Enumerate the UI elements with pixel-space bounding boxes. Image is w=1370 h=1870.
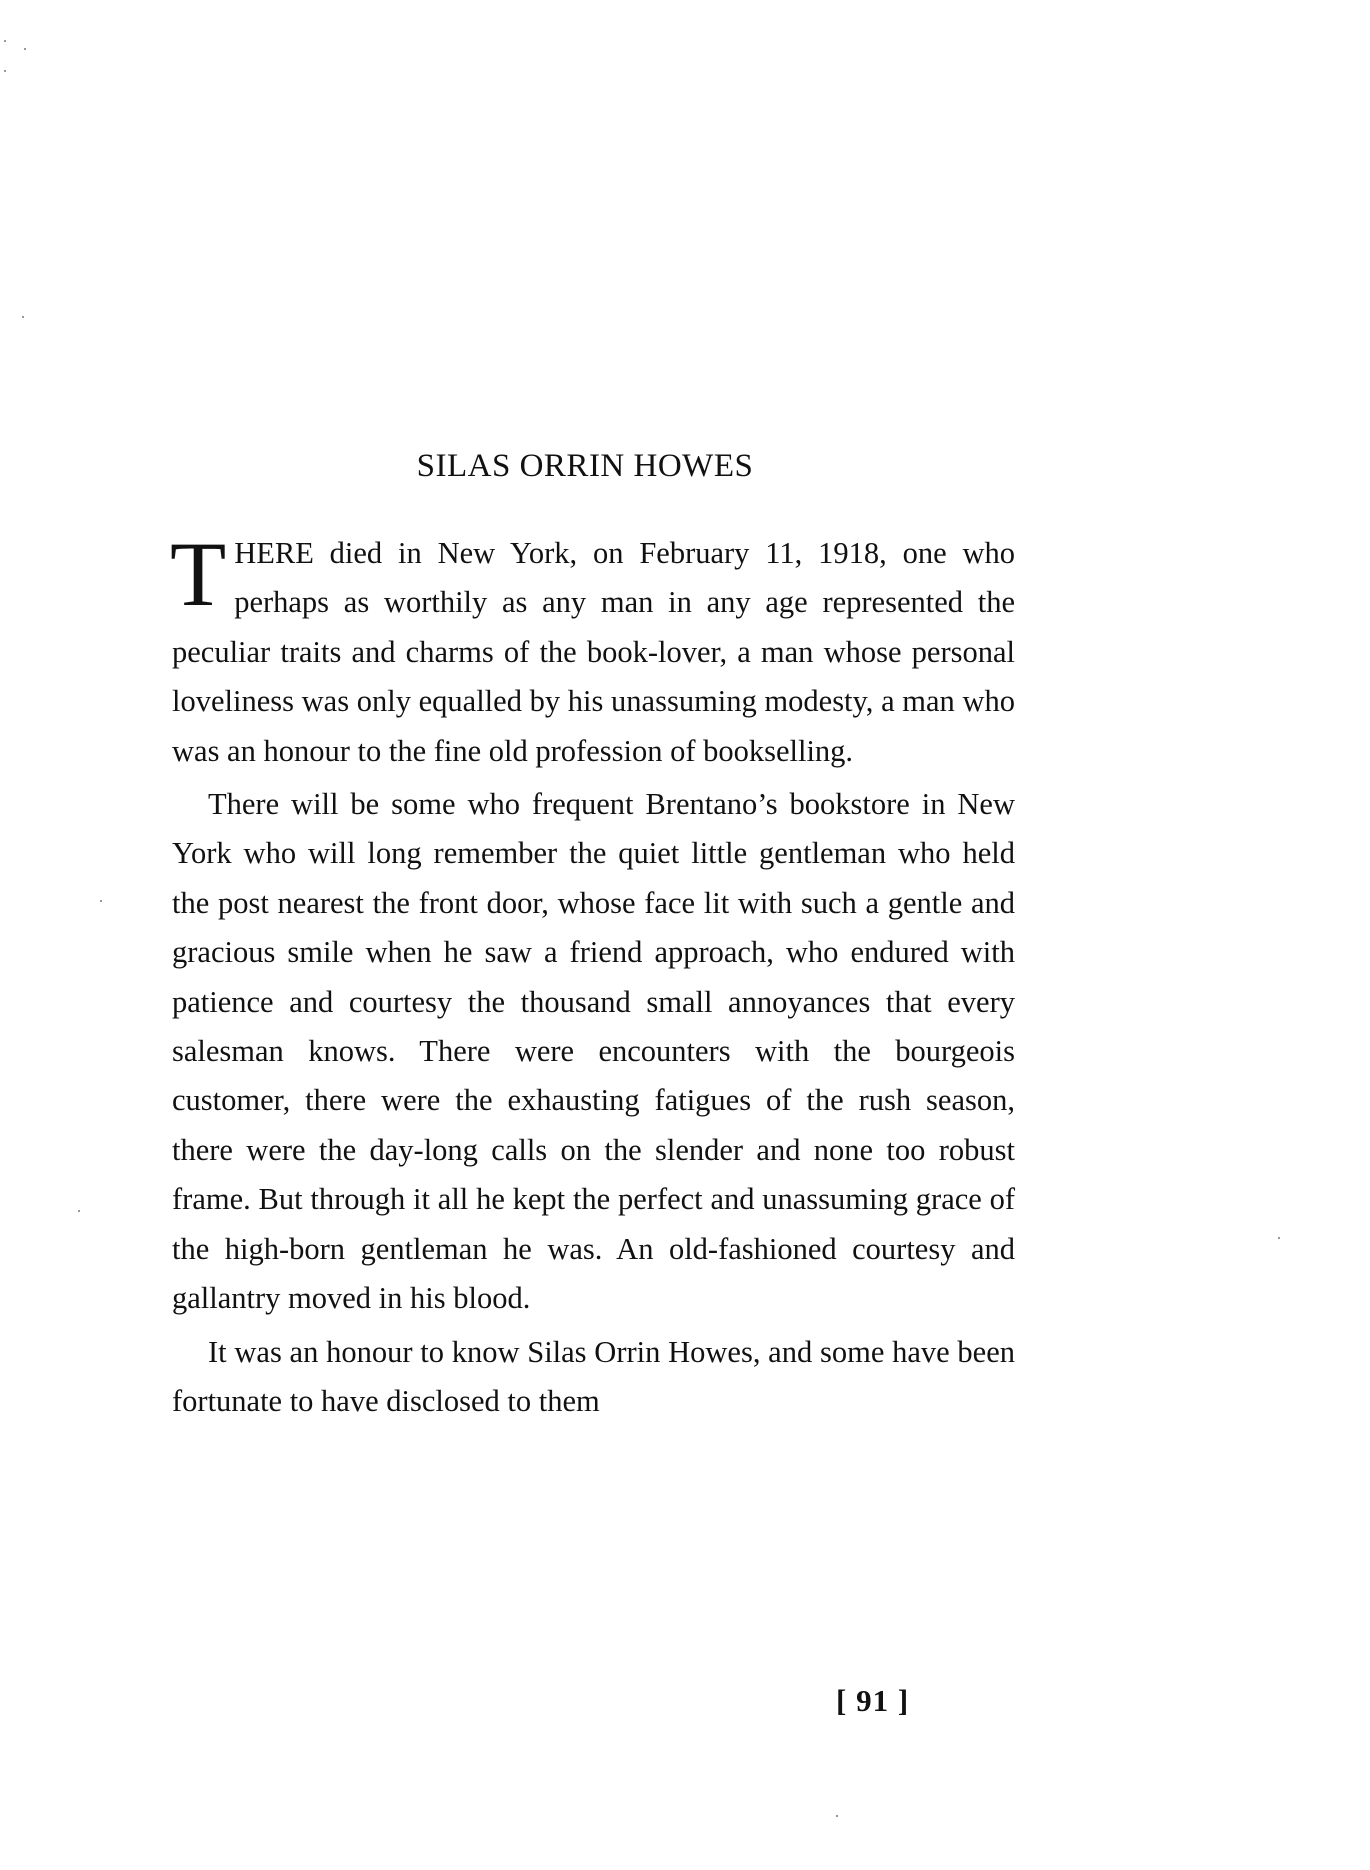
page-number: [ 91 ] [836, 1683, 910, 1718]
paragraph-3: It was an honour to know Silas Orrin Howes, and some have been fortunate to have disclosed to them [172, 1334, 1015, 1418]
drop-cap: T [170, 523, 227, 625]
paragraph-1 [170, 523, 1015, 776]
scan-speck [1278, 1237, 1280, 1239]
scan-speck [836, 1815, 838, 1817]
paragraph-2: There will be some who frequent Brentano’s bookstore in New York who will long remember the quiet little gentleman who held the post nearest the front door, whose face lit with such a gentle and gracious smile when he saw a friend approach, who endured with patience and courtesy the thousand small annoyances that every salesman knows. There were encounters with the bourgeois customer, there were the exhausting fatigues of the rush season, there were the day-long calls on the slender and none too robust frame. But through it all he kept the perfect and unassuming grace of the high-born gentleman he was. An old-fashioned courtesy and gallantry moved in his blood. [172, 787, 1015, 1316]
scan-speck [4, 70, 6, 72]
body-text [170, 523, 1015, 1426]
scan-speck [78, 1210, 80, 1212]
scan-speck [100, 900, 102, 902]
chapter-title: SILAS ORRIN HOWES [416, 448, 754, 484]
scan-speck [4, 40, 6, 42]
paragraph-1-text: HERE died in New York, on February 11, 1918, one who perhaps as worthily as any man in any age represented the peculiar traits and charms of the book-lover, a man whose personal loveliness was only equalled by his unassuming modesty, a man who was an honour to the fine old profession of bookselling. [172, 536, 1015, 768]
scan-speck [24, 48, 26, 50]
scan-speck [22, 316, 24, 318]
